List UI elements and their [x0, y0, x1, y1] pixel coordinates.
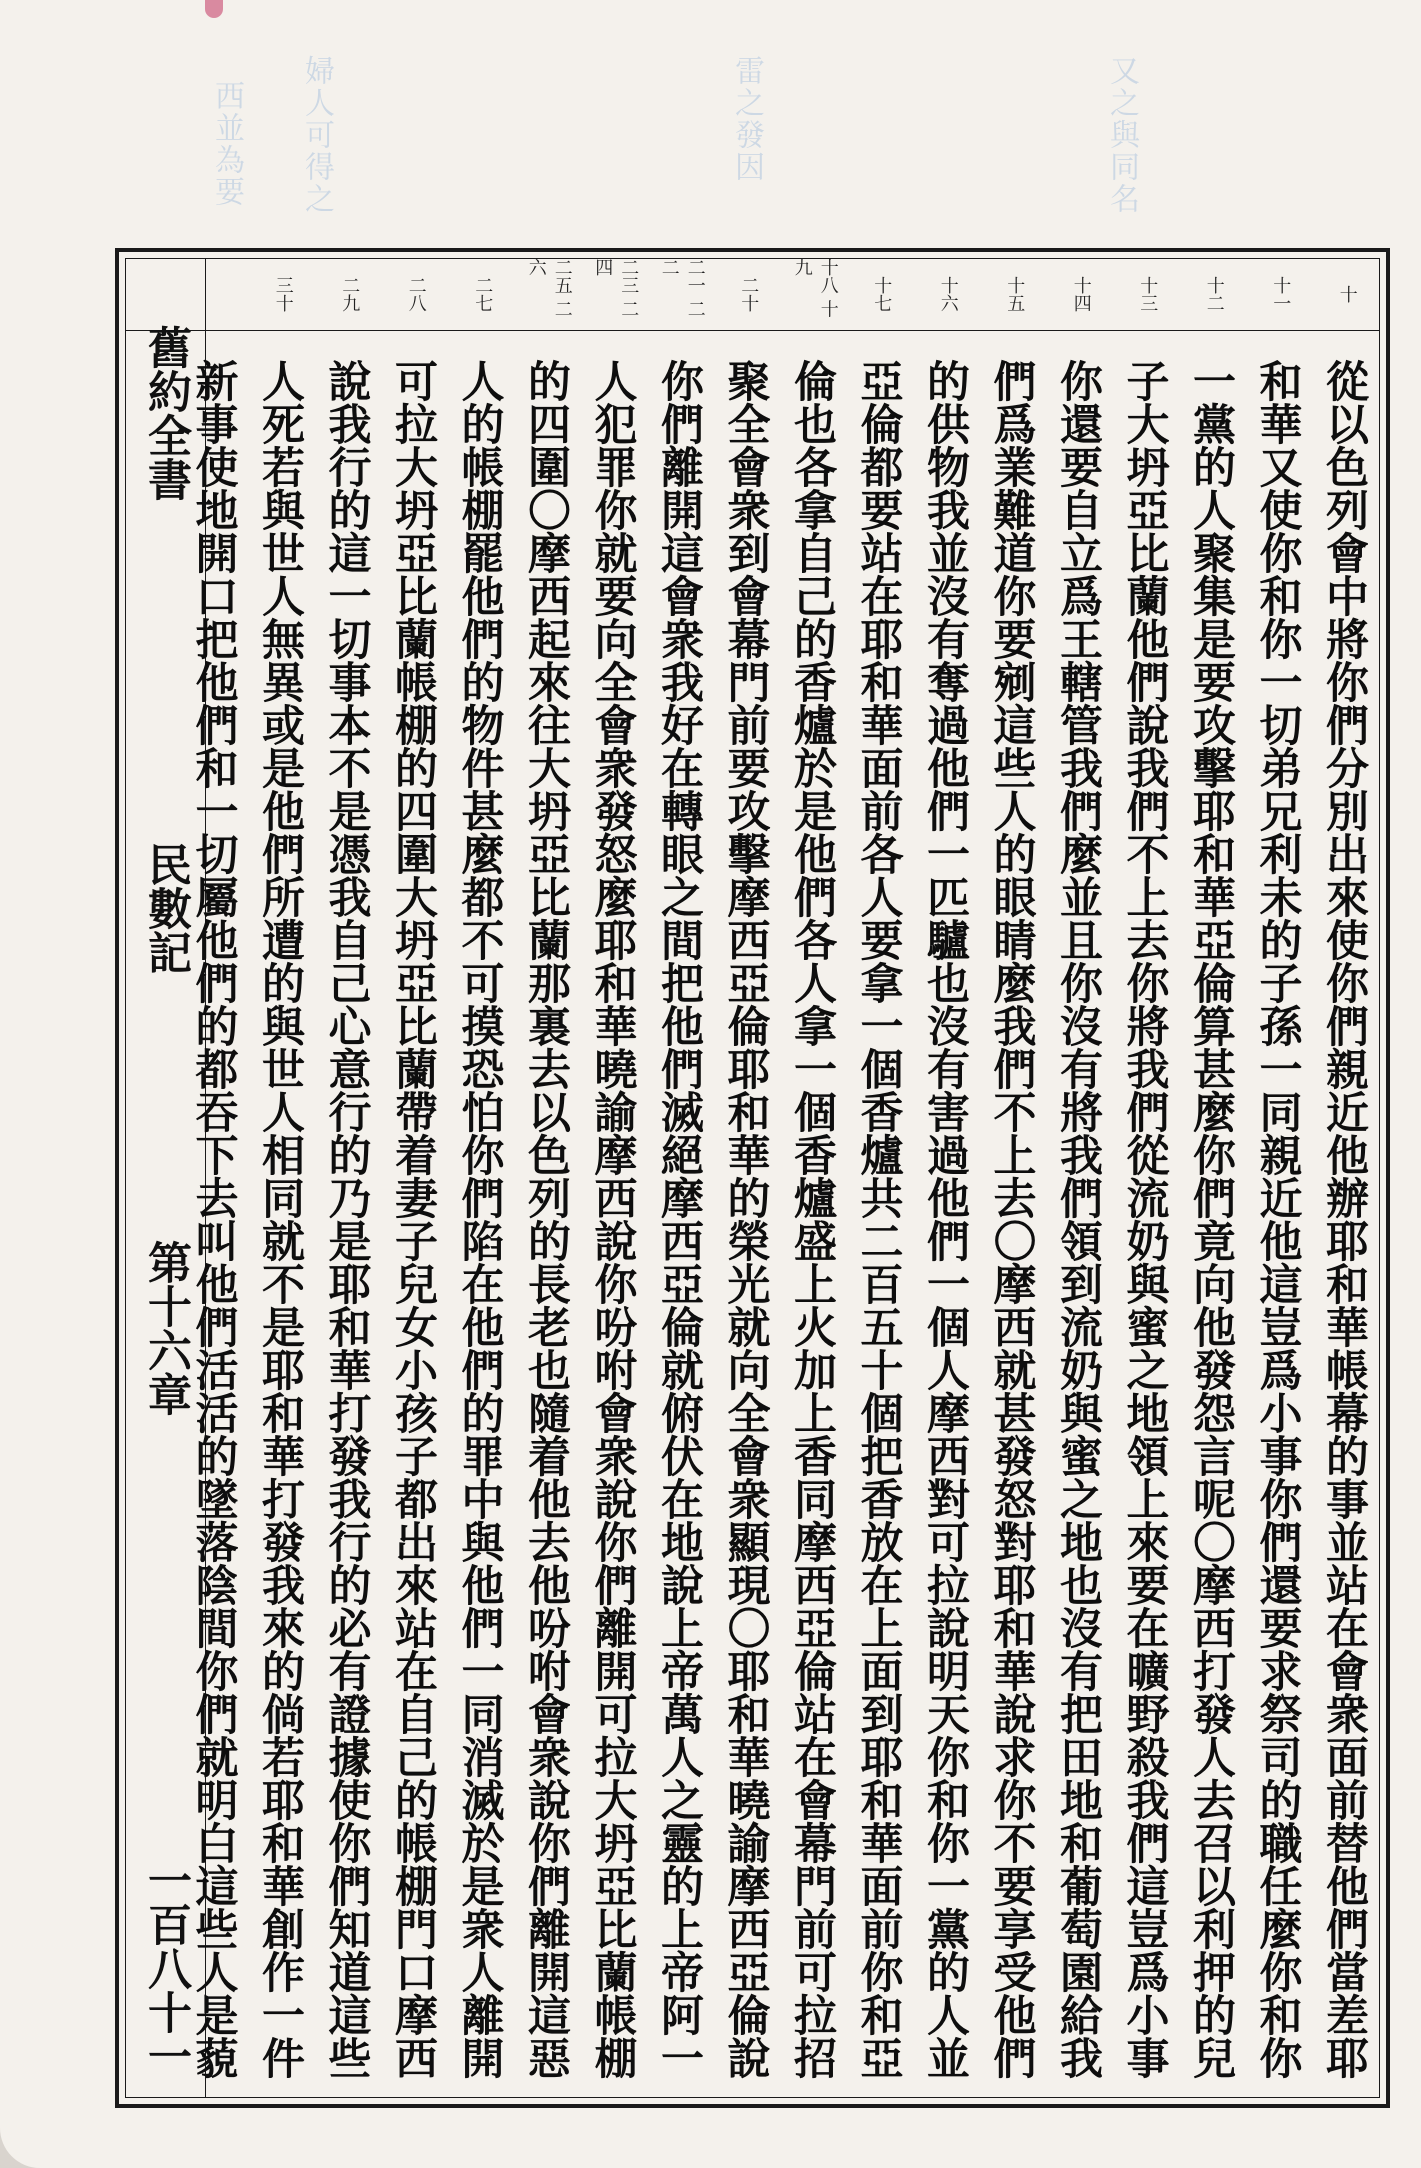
text-column [915, 258, 982, 2098]
verse-number: 十六 [937, 276, 959, 312]
verse-number: 三十 [272, 276, 294, 312]
verse-text: 的四圍〇摩西起來往大坍亞比蘭那裏去以色列的長老也隨着他去他吩咐會衆說你們離開這惡 [521, 359, 571, 2079]
book-title: 舊約全書 [140, 325, 191, 501]
text-column [782, 258, 849, 2098]
verse-number: 十三 [1137, 276, 1159, 312]
verse-text: 你們離開這會衆我好在轉眼之間把他們滅絕摩西亞倫就俯伏在地說上帝萬人之靈的上帝阿一 [654, 359, 704, 2079]
bleed-through-text: 雷之發因 [729, 55, 764, 183]
verse-text: 說我行的這一切事本不是憑我自己心意行的乃是耶和華打發我行的必有證據使你們知道這些 [321, 359, 372, 2079]
page-edge-mark [205, 0, 223, 18]
text-column [1114, 258, 1181, 2098]
verse-text: 新事使地開口把他們和一切屬他們的都吞下去叫他們活活的墜落陰間你們就明白這些人是藐 [188, 359, 239, 2079]
page-number: 一百八十一 [140, 1858, 191, 2078]
verse-number [183, 258, 250, 330]
text-column [250, 258, 317, 2098]
text-column [449, 258, 516, 2098]
verse-text: 倫也各拿自己的香爐於是他們各人拿一個香爐盛上火加上香同摩西亞倫站在會幕門前可拉招 [787, 359, 837, 2079]
text-column [1247, 258, 1314, 2098]
bleed-through-text: 西並為要 [209, 80, 244, 208]
verse-number: 二五 二六 [525, 258, 573, 318]
verse-text: 人死若與世人無異或是他們所遭的與世人相同就不是耶和華打發我來的倘若耶和華創作一件 [255, 359, 305, 2079]
text-column [848, 258, 915, 2098]
verse-text: 從以色列會中將你們分別出來使你們親近他辦耶和華帳幕的事並站在會衆面前替他們當差耶 [1319, 359, 1369, 2079]
verse-number: 十四 [1070, 276, 1092, 312]
verse-text: 人的帳棚罷他們的物件甚麼都不可摸恐怕你們陷在他們的罪中與他們一同消滅於是衆人離開 [454, 359, 505, 2079]
text-column [1314, 258, 1381, 2098]
verse-text: 聚全會衆到會幕門前要攻擊摩西亞倫耶和華的榮光就向全會衆顯現〇耶和華曉諭摩西亞倫說 [720, 359, 771, 2079]
verse-number: 二八 [405, 276, 427, 312]
verse-text: 人犯罪你就要向全會衆發怒麼耶和華曉諭摩西說你吩咐會衆說你們離開可拉大坍亞比蘭帳棚 [587, 359, 638, 2079]
text-column [183, 258, 250, 2098]
verse-text: 可拉大坍亞比蘭帳棚的四圍大坍亞比蘭帶着妻子兒女小孩子都出來站在自己的帳棚門口摩西 [388, 359, 438, 2079]
text-column [1181, 258, 1248, 2098]
verse-number: 二九 [339, 276, 361, 312]
text-column [316, 258, 383, 2098]
verse-number: 十二 [1203, 276, 1225, 312]
text-column [1048, 258, 1115, 2098]
verse-text: 子大坍亞比蘭他們說我們不上去你將我們從流奶與蜜之地領上來要在曠野殺我們這豈爲小事 [1119, 359, 1170, 2079]
text-frame [115, 248, 1390, 2108]
section-title: 民數記 [140, 842, 191, 974]
verse-number: 十一 [1270, 276, 1292, 312]
verse-text: 一黨的人聚集是要攻擊耶和華亞倫算甚麼你們竟向他發怨言呢〇摩西打發人去召以利押的兒 [1186, 359, 1236, 2079]
verse-number: 二十 [738, 276, 760, 312]
text-column [383, 258, 450, 2098]
bleed-through-text: 又之與同名 [1104, 55, 1139, 215]
text-column [649, 258, 716, 2098]
text-column [516, 258, 583, 2098]
verse-number: 十 [1336, 285, 1358, 303]
verse-number: 十八 十九 [791, 258, 839, 318]
bleed-through-text: 婦人可得之 [299, 55, 334, 215]
text-column [981, 258, 1048, 2098]
chapter-label: 第十六章 [140, 1240, 191, 1416]
text-column [582, 258, 649, 2098]
verse-text: 你還要自立爲王轄管我們麼並且你沒有將我們領到流奶與蜜之地也沒有把田地和葡萄園給我 [1053, 359, 1103, 2079]
verse-number: 二七 [472, 276, 494, 312]
verse-number: 二三 二四 [592, 258, 640, 318]
verse-text: 的供物我並沒有奪過他們一匹驢也沒有害過他們一個人摩西對可拉說明天你和你一黨的人並 [920, 359, 970, 2079]
verse-text: 亞倫都要站在耶和華面前各人要拿一個香爐共二百五十個把香放在上面到耶和華面前你和亞 [853, 359, 904, 2079]
verse-number: 十五 [1004, 276, 1026, 312]
verse-text: 們爲業難道你要剜這些人的眼睛麼我們不上去〇摩西就甚發怒對耶和華說求你不要享受他們 [986, 359, 1037, 2079]
verse-number: 二一 二二 [658, 258, 706, 318]
text-column [715, 258, 782, 2098]
verse-number: 十七 [871, 276, 893, 312]
verse-text: 和華又使你和你一切弟兄利未的子孫一同親近他這豈爲小事你們還要求祭司的職任麼你和你 [1252, 359, 1303, 2079]
